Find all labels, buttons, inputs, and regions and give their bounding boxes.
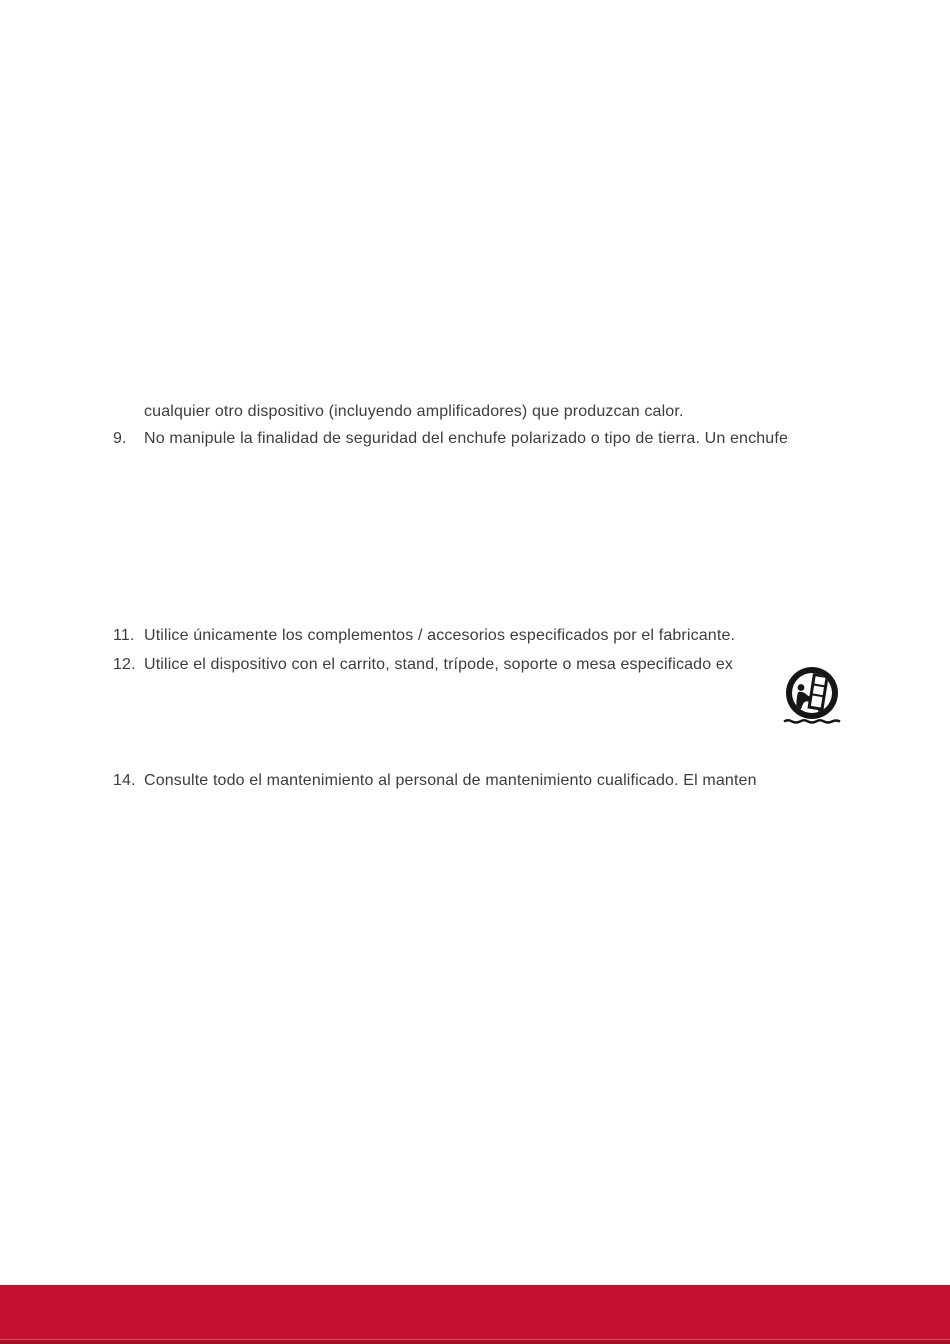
safety-instruction-line [113,771,757,791]
safety-instruction-line [113,402,684,422]
list-text: Consulte todo el mantenimiento al personal de mantenimiento cualificado. El manten [144,772,757,789]
cart-tip-warning-icon [781,666,845,726]
list-number: 12. [113,656,136,673]
footer-bottom-edge [0,1339,950,1344]
list-text: No manipule la finalidad de seguridad del enchufe polarizado o tipo de tierra. Un enchufe [144,430,788,447]
safety-instruction-line [113,626,735,646]
list-number: 9. [113,430,127,447]
safety-instruction-line [113,655,733,675]
list-number: 11. [113,627,135,644]
safety-instruction-line [113,429,788,449]
list-number: 14. [113,772,136,789]
list-number [113,402,144,422]
list-text: cualquier otro dispositivo (incluyendo amplificadores) que produzcan calor. [144,403,684,420]
footer-red-bar [0,1285,950,1344]
list-text: Utilice el dispositivo con el carrito, stand, trípode, soporte o mesa especificado ex [144,656,734,673]
list-text: Utilice únicamente los complementos / accesorios especificados por el fabricante. [144,627,736,644]
